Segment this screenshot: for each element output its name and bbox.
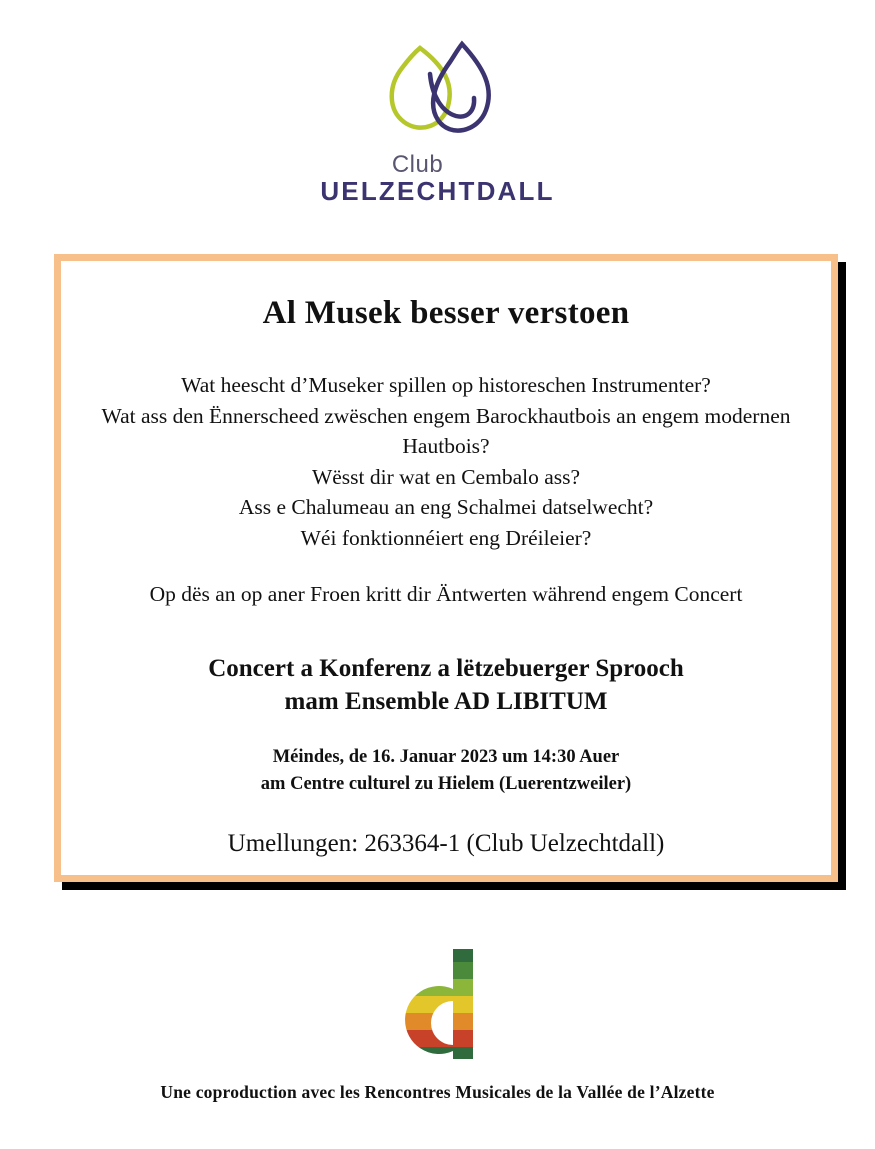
event-date-line: Méindes, de 16. Januar 2023 um 14:30 Auer — [272, 747, 620, 768]
concert-heading-line-2: mam Ensemble AD LIBITUM — [284, 687, 608, 715]
event-venue-line: am Centre culturel zu Hielem (Luerentzweiler) — [260, 774, 632, 794]
footer-credit: Une coproduction avec les Rencontres Musicales de la Vallée de l’Alzette — [160, 1082, 715, 1102]
poster-frame — [54, 254, 838, 882]
club-logo-club-word: Club — [391, 151, 444, 178]
page-title: Al Musek besser verstoen — [262, 295, 630, 331]
club-logo-text — [320, 152, 554, 205]
signup-info: Umellungen: 263364-1 (Club Uelzechtdall) — [227, 829, 665, 857]
event-datetime — [95, 744, 797, 798]
question-item: Wësst dir wat en Cembalo ass? — [311, 464, 581, 489]
question-item: Ass e Chalumeau an eng Schalmei datselwecht? — [238, 495, 654, 520]
invitation-text: Op dës an op aner Froen kritt dir Äntwerten während engem Concert — [149, 582, 743, 607]
poster-page — [10, 0, 865, 1149]
question-item: Wéi fonktionnéiert eng Dréileier? — [300, 525, 592, 550]
question-item: Wat heescht d’Museker spillen op historeschen Instrumenter? — [181, 373, 711, 397]
concert-heading — [95, 653, 797, 718]
concert-heading-line-1: Concert a Konferenz a lëtzebuerger Sprooch — [208, 655, 684, 683]
musical-note-logo-icon — [383, 945, 493, 1063]
question-list — [95, 370, 797, 553]
question-item: Wat ass den Ënnerscheed zwëschen engem Barockhautbois an engem modernen Hautbois? — [101, 403, 791, 459]
club-logo-name: UELZECHTDALL — [320, 176, 555, 207]
bottom-logo — [10, 945, 865, 1063]
club-logo — [10, 28, 865, 205]
waterdrop-logo-icon — [358, 28, 518, 158]
poster-content — [61, 261, 831, 875]
